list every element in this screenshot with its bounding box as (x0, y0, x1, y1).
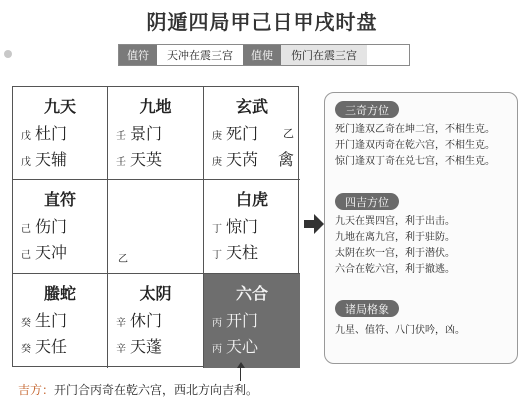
palace-stem: 戊 (21, 157, 31, 168)
palace-deity: 太阴 (139, 284, 172, 303)
text-line: 死门逢双乙奇在坤二宫，不相生克。 (335, 124, 495, 135)
palace-star: 天辅 (35, 150, 68, 169)
auspicious-label: 吉方： (18, 383, 55, 397)
palace-dui (204, 180, 300, 274)
palace-stem: 壬 (116, 157, 126, 168)
palace-deity: 六合 (235, 284, 268, 303)
pointer-line (240, 367, 241, 381)
duty-info-bar (118, 44, 410, 66)
section-body-patterns (335, 323, 465, 339)
palace-xun (13, 87, 108, 180)
pointer-arrow-icon (237, 362, 245, 368)
palace-star: 天柱 (226, 243, 259, 262)
zhishi-value: 伤门在震三宫 (281, 45, 367, 65)
palace-stem: 癸 (21, 344, 31, 355)
text-line: 九地在离九宫，利于驻防。 (335, 232, 455, 243)
section-title-three-wonders: 三奇方位 (335, 101, 399, 118)
palace-stem: 壬 (116, 131, 126, 142)
palace-qian (204, 274, 300, 368)
text-line: 九天在巽四宫，利于出击。 (335, 216, 455, 227)
nine-palace-grid (12, 86, 299, 367)
palace-center (108, 180, 204, 274)
center-stem: 乙 (118, 254, 128, 265)
palace-stem: 己 (21, 224, 31, 235)
bullet-dot (4, 50, 12, 58)
palace-zhen (13, 180, 108, 274)
text-line: 惊门逢双丁奇在兑七宫，不相生克。 (335, 156, 495, 167)
section-title-patterns: 诸局格象 (335, 300, 399, 317)
palace-star: 天蓬 (130, 337, 163, 356)
palace-deity: 直符 (43, 190, 76, 209)
text-line: 太阴在坎一宫，利于潜伏。 (335, 248, 455, 259)
palace-stem: 辛 (116, 318, 126, 329)
auspicious-direction-note (18, 381, 258, 398)
zhifu-label: 值符 (119, 45, 157, 65)
palace-door: 休门 (130, 311, 163, 330)
palace-extra-stem: 乙 (283, 127, 294, 140)
palace-door: 开门 (226, 311, 259, 330)
palace-deity: 白虎 (235, 190, 268, 209)
palace-deity: 九天 (43, 97, 76, 116)
palace-stem: 丙 (212, 344, 222, 355)
palace-door: 伤门 (35, 217, 68, 236)
text-line: 九星、值符、八门伏吟，凶。 (335, 325, 465, 336)
zhifu-value: 天冲在震三宫 (157, 45, 243, 65)
palace-door: 杜门 (35, 124, 68, 143)
palace-stem: 己 (21, 250, 31, 261)
analysis-panel (324, 92, 518, 364)
palace-stem: 丁 (212, 224, 222, 235)
palace-stem: 癸 (21, 318, 31, 329)
palace-kun (204, 87, 300, 180)
right-arrow-icon (302, 212, 326, 236)
palace-li (108, 87, 204, 180)
palace-star: 天英 (130, 150, 163, 169)
text-line: 六合在乾六宫，利于撤逃。 (335, 264, 455, 275)
palace-star: 天冲 (35, 243, 68, 262)
section-body-four-auspicious (335, 214, 455, 278)
palace-kan (108, 274, 204, 368)
section-title-four-auspicious: 四吉方位 (335, 193, 399, 210)
palace-gen (13, 274, 108, 368)
palace-star: 天任 (35, 337, 68, 356)
palace-door: 景门 (130, 124, 163, 143)
palace-door: 生门 (35, 311, 68, 330)
palace-door: 死门 (226, 124, 259, 143)
palace-star: 天芮 (226, 150, 259, 169)
palace-stem: 戊 (21, 131, 31, 142)
text-line: 开门逢双丙奇在乾六宫，不相生克。 (335, 140, 495, 151)
palace-deity: 九地 (139, 97, 172, 116)
zhishi-label: 值使 (243, 45, 281, 65)
palace-stem: 丁 (212, 250, 222, 261)
page-title: 阴遁四局甲己日甲戌时盘 (146, 10, 378, 34)
section-body-three-wonders (335, 122, 495, 170)
palace-stem: 辛 (116, 344, 126, 355)
palace-stem: 庚 (212, 157, 222, 168)
palace-deity: 螣蛇 (43, 284, 76, 303)
auspicious-text: 开门合丙奇在乾六宫，西北方向吉利。 (54, 383, 259, 397)
palace-star: 天心 (226, 337, 259, 356)
palace-extra-star: 禽 (277, 150, 294, 169)
palace-stem: 庚 (212, 131, 222, 142)
palace-deity: 玄武 (235, 97, 268, 116)
palace-stem: 丙 (212, 318, 222, 329)
palace-door: 惊门 (226, 217, 259, 236)
